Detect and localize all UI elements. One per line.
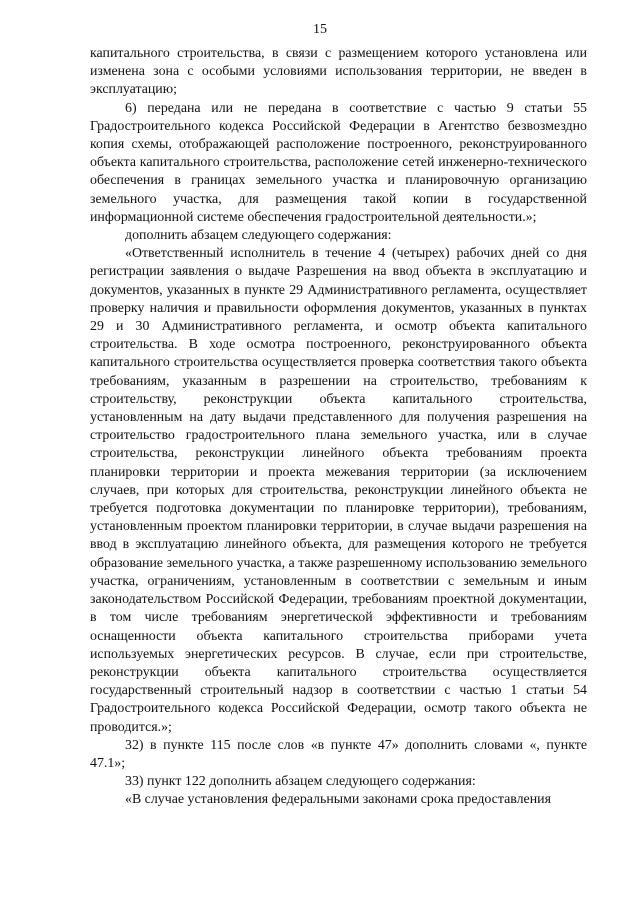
paragraph-item-33: 33) пункт 122 дополнить абзацем следующего содержания: — [125, 774, 476, 790]
paragraph-item-32: 32) в пункте 115 после слов «в пункте 47» дополнить словами «, пункте 47.1»; — [90, 737, 587, 771]
page-number: 15 — [313, 22, 327, 37]
paragraph-quoted-start: «В случае установления федеральными законами срока предоставления — [125, 792, 551, 808]
paragraph-quoted-text: «Ответственный исполнитель в течение 4 (четырех) рабочих дней со дня регистрации заявления о выдаче Разрешения на ввод объекта в эксплуатацию и документов, указанных в пункте 29 Административного регламента, осуществляет проверку наличия и правильности оформления документов, указанных в пунктах 29 и 30 Административного регламента, и осмотр объекта капитального строительства. В ходе осмотра построенного, реконструированного объекта капитального строительства осуществляется проверка соответствия такого объекта требованиям, указанным в разрешении на строительство, требованиям к строительству, реконструкции объекта капитального строительства, установленным на дату выдачи представленного для получения разрешения на строительство градостроительного плана земельного участка, или в случае строительства, реконструкции линейного объекта требованиям проекта планировки территории и проекта межевания территории (за исключением случаев, при которых для строительства, реконструкции линейного объекта не требуется подготовка документации по планировке территории), требованиям, установленным проектом планировки территории, в случае выдачи разрешения на ввод в эксплуатацию линейного объекта, для размещения которого не требуется образование земельного участка, а также разрешенному использованию земельного участка, ограничениям, установленным в соответствии с земельным и иным законодательством Российской Федерации, требованиям проектной документации, в том числе требованиям энергетической эффективности и требованиям оснащенности объекта капитального строительства приборами учета используемых энергетических ресурсов. В случае, если при строительстве, реконструкции объекта капитального строительства осуществляется государственный строительный надзор в соответствии с частью 1 статьи 54 Градостроительного кодекса Российской Федерации, осмотр такого объекта не проводится.»; — [90, 246, 587, 735]
paragraph-add-abzac: дополнить абзацем следующего содержания: — [125, 228, 392, 244]
paragraph-continuation: капитального строительства, в связи с размещением которого установлена или изменена зона с особыми условиями использования территории, не введен в эксплуатацию; — [90, 46, 587, 98]
paragraph-item-6: 6) передана или не передана в соответствие с частью 9 статьи 55 Градостроительного кодекса Российской Федерации в Агентство безвозмездно копия схемы, отображающей расположение построенного, реконструированного объекта капитального строительства, расположение сетей инженерно-технического обеспечения в границах земельного участка и планировочную организацию земельного участка, для размещения такой копии в государственной информационной системе обеспечения градостроительной деятельности.»; — [90, 100, 587, 225]
document-body — [90, 45, 587, 810]
